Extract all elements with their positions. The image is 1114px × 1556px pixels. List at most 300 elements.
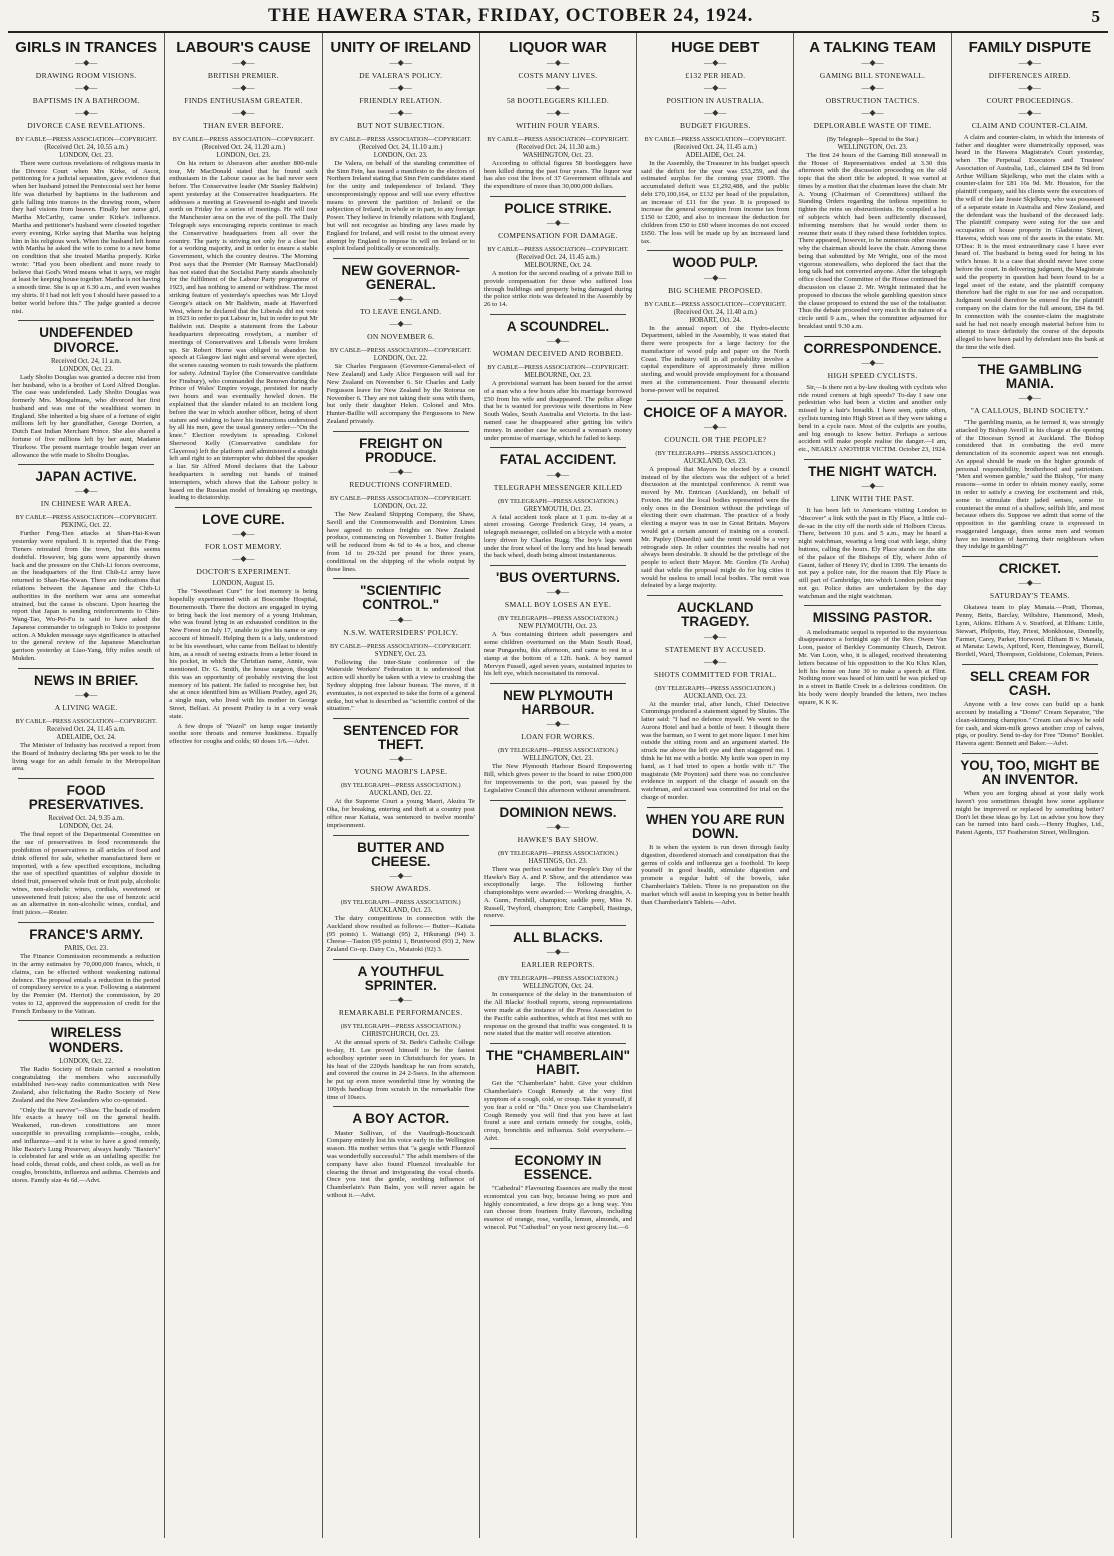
article — [169, 723, 317, 746]
article — [956, 40, 1104, 352]
ornament-dash: —◆— — [1018, 392, 1041, 402]
article-headline: SENTENCED FOR THEFT. — [342, 723, 459, 753]
ornament-dash: —◆— — [861, 357, 884, 367]
article-byline: BY CABLE—PRESS ASSOCIATION—COPYRIGHT. — [487, 246, 629, 254]
ornament-dash: —◆— — [389, 57, 412, 67]
article-headline: CHOICE OF A MAYOR. — [643, 404, 788, 420]
article-subheading: TELEGRAPH MESSENGER KILLED — [493, 482, 623, 492]
ornament-dash: —◆— — [704, 631, 727, 641]
article — [12, 668, 160, 773]
article-received-time: (Received Oct. 24, 11.40 a.m.) — [673, 308, 757, 316]
article-headline: A BOY ACTOR. — [352, 1111, 450, 1127]
article — [484, 314, 632, 442]
article-body: A few drops of "Nazol" on lump sugar instantly soothe sore throats and remove huskiness. Equally effective for coughs and colds; 60 doses 1/6.—Advt. — [169, 722, 318, 746]
article — [327, 431, 475, 574]
article-headline: MISSING PASTOR. — [812, 610, 933, 626]
article-divider — [804, 336, 940, 337]
article-dateline: LONDON, Oct. 22. — [59, 1057, 114, 1065]
article-byline: BY CABLE—PRESS ASSOCIATION—COPYRIGHT. — [329, 347, 472, 355]
article-dateline: LONDON, August 15. — [212, 580, 275, 588]
ornament-dash: —◆— — [232, 554, 255, 564]
article-byline: (BY TELEGRAPH—PRESS ASSOCIATION.) — [498, 497, 618, 505]
article-headline: SELL CREAM FOR CASH. — [969, 668, 1090, 699]
article-subheading: COURT PROCEEDINGS. — [986, 95, 1074, 105]
article-body: Sir,—Is there not a by-law dealing with cyclists who ride round corners at high speeds? To-day I saw one pedestrian who had been a victim and another only missed by a hair's breadth. I have seen, quite often, cyclists turning into High Street as if they were taking a bend in a cycle race. Most of the culprits are youths, and big enough to know better. Perhaps a serious accident will make people realise the danger.—I am, etc., NEARLY ANOTHER VICTIM. October 23, 1924. — [798, 383, 947, 454]
ornament-dash: —◆— — [546, 218, 570, 228]
article-subheading: DEPLORABLE WASTE OF TIME. — [813, 120, 932, 130]
column-6 — [794, 33, 951, 1538]
article — [798, 40, 946, 331]
article-divider — [490, 314, 626, 315]
ornament-dash: —◆— — [232, 529, 255, 539]
article-subheading: IN CHINESE WAR AREA. — [40, 499, 132, 509]
ornament-dash: —◆— — [546, 821, 570, 831]
article-divider — [647, 595, 783, 596]
article-subheading: EARLIER REPORTS. — [521, 960, 595, 970]
ornament-dash: —◆— — [389, 319, 412, 329]
article-body: De Valera, on behalf of the standing committee of the Sinn Fein, has issued a manifesto to the electors of Northern Ireland stating that Sinn Fein candidates stand for the unity and independence of Ireland. They uncompromisingly oppose and will use every effective means to prevent the partition of Ireland or the subjection of Ireland, in whole or in part, to any foreign Power. They believe in friendly relations with England, but will not recognise as binding any laws made by England for Ireland, and will resist to the utmost every attempt by England to impose its will on Ireland or to exploit Ireland politically or economically. — [326, 159, 475, 253]
article — [12, 1020, 160, 1104]
article-subheading: SHOTS COMMITTED FOR TRIAL. — [654, 669, 777, 679]
article-subheading: THAN EVER BEFORE. — [203, 120, 284, 130]
article-received-time: (Received Oct. 24, 10.55 a.m.) — [44, 143, 128, 151]
article-headline: "SCIENTIFIC CONTROL." — [360, 583, 442, 613]
article — [798, 459, 946, 601]
article-dateline: MELBOURNE, Oct. 23. — [524, 372, 592, 380]
ornament-dash: —◆— — [1018, 578, 1041, 588]
article-received-time: (Received Oct. 24, 11.10 a.m.) — [359, 143, 443, 151]
ornament-dash: —◆— — [546, 107, 570, 117]
article — [798, 605, 946, 706]
article-subheading: BIG SCHEME PROPOSED. — [668, 285, 763, 295]
article — [956, 556, 1104, 659]
ornament-dash: —◆— — [389, 614, 412, 624]
article-divider — [175, 507, 311, 508]
article-body: A motion for the second reading of a private Bill to provide compensation for those who suffered loss through buildings and property being damaged during the police strike riots was defeated in the Assembly by 26 to 14. — [483, 270, 633, 309]
article-headline: ALL BLACKS. — [513, 930, 603, 946]
article-body: It is when the system is run down through faulty digestion, disordered stomach and constipation that the germs of colds and influenza get a foothold. To keep yourself in good health, stimulate digestion and promote a regular habit of the bowels, take Chamberlain's Tablets. Three is no preparation on the market which will assist in keeping you in better health than Chamberlain's Tablets.—Advt. — [641, 844, 790, 906]
ornament-dash: —◆— — [232, 82, 255, 92]
article-body: A provisional warrant has been issued for the arrest of a man who a few hours after his marriage borrowed £50 from his wife and disappeared. The police allege that he is wanted for previous wife desertions in New South Wales, South Australia and Victoria. In the last-named case he disappeared after getting his wife's money. In another case he secured a woman's money under promise of marriage, which he failed to keep. — [483, 380, 633, 442]
article-subheading: N.S.W. WATERSIDERS' POLICY. — [343, 627, 459, 637]
article-divider — [333, 258, 469, 259]
article-headline: A TALKING TEAM — [809, 39, 936, 56]
article-dateline: WELLINGTON, Oct. 23. — [523, 755, 593, 763]
article-dateline: LONDON, Oct. 23. — [216, 151, 271, 159]
article-byline: BY CABLE—PRESS ASSOCIATION—COPYRIGHT. — [644, 300, 787, 308]
article-byline: BY CABLE—PRESS ASSOCIATION—COPYRIGHT. — [329, 135, 472, 143]
article — [12, 464, 160, 662]
article-headline: POLICE STRIKE. — [504, 200, 612, 216]
article-dateline: CHRISTCHURCH, Oct. 23. — [361, 1031, 440, 1039]
article-headline: NEW PLYMOUTH HARBOUR. — [503, 688, 613, 718]
article-headline: YOU, TOO, MIGHT BE AN INVENTOR. — [960, 757, 1100, 788]
article-byline: (BY TELEGRAPH—PRESS ASSOCIATION.) — [498, 849, 618, 857]
article-body: A melodramatic sequel is reported to the mysterious disappearance a fortnight ago of the Rev. Owen Van Loon, pastor of Berkley Community Church, Detroit. Mr. Van Loon, who, it is alleged, received threatening letters because of his opposition to the Ku Klux Klan, left his home on June 30 to make a speech at Flint. Nothing more was heard of him until he was picked up in a street in Battle Creek in a delirious condition. On his body were deeply branded the letters, two inches square, K K K. — [798, 628, 947, 706]
article-subheading: WOMAN DECEIVED AND ROBBED. — [492, 349, 624, 359]
article-dateline: NEW PLYMOUTH, Oct. 23. — [518, 623, 598, 631]
article-subheading: DOCTOR'S EXPERIMENT. — [196, 567, 291, 577]
article — [484, 565, 632, 678]
article-subheading: HIGH SPEED CYCLISTS. — [827, 370, 918, 380]
article-subheading: COMPENSATION FOR DAMAGE. — [498, 231, 618, 241]
article — [327, 959, 475, 1102]
article-received-time: (Received Oct. 24, 11.45 a.m.) — [673, 143, 757, 151]
ornament-dash: —◆— — [546, 719, 570, 729]
article-dateline: WASHINGTON, Oct. 23. — [522, 151, 594, 159]
article-body: "Cathedral" Flavouring Essences are really the most economical you can buy, because being so pure and highly concentrated, a few drops go a long way. You can choose from fourteen fruity flavours, including essence of orange, rose, vanilla, lemon, almonds, and winecol. Put "Cathedral" on your next grocery list.—6 — [483, 1185, 633, 1231]
ornament-dash: —◆— — [704, 82, 727, 92]
column-container — [8, 33, 1108, 1538]
article-body: Okaiawa team to play Manaia.—Pratt, Thomas, Penny, Betts, Barclay, Wiltshire, Hammond, Mesh, Lynn, Atkins. Eltham A v. Stratford, at Eltham: Little, Stewart, Philpotts, Hay, Priest, Monkhouse, Donnelly, Farmer, Carey, Parker, Horwood. Eltham B v. Manaia, at Manaia: Lewis, Aptford, Kerr, Hemingway, Burrell, Bordeil, Ward, Thompson, Goldstone, Coleman, Peters. — [955, 604, 1104, 659]
article — [484, 447, 632, 560]
article-headline: UNITY OF IRELAND — [330, 39, 471, 56]
ornament-dash: —◆— — [75, 82, 98, 92]
article-headline: BUTTER AND CHEESE. — [357, 839, 445, 869]
ornament-dash: —◆— — [232, 107, 255, 117]
ornament-dash: —◆— — [861, 57, 884, 67]
article-subheading: REMARKABLE PERFORMANCES. — [338, 1008, 463, 1018]
article-divider — [333, 431, 469, 432]
article-body: A proposal that Mayors be elected by a council instead of by the electors was the subject of a brief discussion at the municipal conference. A remit was moved by Mr. Entrican (Auckland), on behalf of Foxton. He and the local bodies represented were the only ones in the Dominion without the privilege of electing their own chairman. The practice of a body electing a mayor was in use in Great Britain. Mayors would get a certain amount of training on a council. Mr. Papley (Dunedin) said the remit would be a very retrograde step. In other countries the results had not always been desirable. It should be the privilege of the people to select their Mayor. Mr. Gordon (Te Aroha) said that while the proposal might do for big cities it would be useless to small local bodies. The remit was defeated by a large majority. — [641, 465, 790, 590]
article-headline: WIRELESS WONDERS. — [49, 1025, 124, 1055]
article — [484, 925, 632, 1038]
article-body: There was perfect weather for People's Day of the Hawke's Bay A. and P. Show, and the attendance was exceptionally large. The following further championships were awarded:— Working draughts, A. A. Gunn, Fernhill, champion; saddle pony, Miss N. Russell, Twyford, champion; Eric Campbell, Hastings, reserve. — [483, 865, 633, 920]
article-body: It has been left to Americans visiting London to "discover" a link with the past in Ely Place, a little cul-de-sac in the city off the north side of Holborn Circus. There, between 10 p.m. and 5 a.m., may be heard a night watchman, wearing a long coat with large, shiny buttons, calling the hours. Ely Place stands on the site of the palace of the Bishops of Ely, where John of Gaunt, father of Henry IV, died in 1399. The tenants do not pay a police rate, for the reason that Ely Place is still part of Cambridge, into which London police may not go. Police duties are undertaken by the day watchman and the night watchman. — [798, 507, 947, 600]
ornament-dash: —◆— — [389, 467, 412, 477]
ornament-dash: —◆— — [389, 294, 412, 304]
ornament-dash: —◆— — [546, 947, 570, 957]
article-headline: THE "CHAMBERLAIN" HABIT. — [485, 1048, 630, 1078]
article-divider — [18, 778, 154, 779]
article-body: There were curious revelations of religious mania in the Divorce Court when Mrs Kirke, of Ascot, petitioning for a judicial separation, gave evidence that when her husband joined the Pentecostal sect her home life was disturbed by baptisms in the bathroom and girls falling into trances in the drawing room, where they had visions from heaven. Finally her nurse girl, Martha McCarthy, came under Kirke's influence. Martha and petitioner's husband were closeted together every evening, Kirke saying that Martha was helping him in his religious work. When the husband left home with Martha he asked the wife to come to a new home on condition that she treated Martha properly. Kirke wrote: "Had you been obedient and more ready to believe that God's Word means what it says, we might at least be keeping house together. Martha is not having a smooth time. She is up at 6.30 a.m., and even washes my shirts. If I had not left you I should have passed to a better world before this." The judge granted a decree nisi. — [12, 159, 161, 315]
article-dateline: GREYMOUTH, Oct. 23. — [523, 505, 593, 513]
article-subheading: BAPTISMS IN A BATHROOM. — [32, 95, 140, 105]
article-dateline: LONDON, Oct. 23. — [59, 365, 114, 373]
article-headline: HUGE DEBT — [671, 39, 760, 56]
masthead — [8, 5, 1108, 33]
column-3 — [323, 33, 480, 1538]
article-dateline: LONDON, Oct. 22. — [373, 355, 428, 363]
article-headline: CORRESPONDENCE. — [803, 340, 942, 356]
article-headline: JAPAN ACTIVE. — [35, 469, 137, 485]
article-body: Sir Charles Fergusson (Governor-General-elect of New Zealand) and Lady Alice Fergusson will sail for New Zealand on November 6. Sir Charles and Lady Fergusson leave for New Zealand by the Rotorua on November 6. They are not taking their sons with them, but only their daughter Helen. Colonel and Mrs. Hunter-Baillie will accompany the Fergussons to New Zealand privately. — [326, 363, 475, 425]
ornament-dash: —◆— — [546, 57, 570, 67]
article-subheading: GAMING BILL STONEWALL. — [819, 70, 926, 80]
article-body: Following the inter-State conference of the Waterside Workers' Federation it is understood that action will shortly be taken with a view to crushing the Sydney shipping free labour bureau. The move, if it eventuates, is not expected to take the form of a general strike, but what is described as "scientific control of the situation." — [326, 658, 475, 713]
ornament-dash: —◆— — [546, 587, 570, 597]
column-7 — [952, 33, 1108, 1538]
article-byline: BY CABLE—PRESS ASSOCIATION—COPYRIGHT. — [15, 514, 157, 522]
article-body: On his return to Aberavon after another 800-mile tour, Mr MacDonald stated that he found such enthusiasm in the Labour cause as he had never seen before. The Conservative leader (Mr Stanley Baldwin) spent yesterday at the Conservative headquarters. He addresses a meeting at Gravesend to-night and travels north on Friday for a series of meetings. He will tour the Manchester area on the eve of the poll. The Daily Telegraph says encouraging reports continue to reach the Conservative headquarters from all over the country. The party is striving not only for a clear but for a working majority, and in order to ensure a stable Government, which the country desires. The Morning Post says that the Premier (Mr Ramsay MacDonald) has not stated that the Socialist Party stands absolutely for the fulfilment of the Labour Party programme of 1923, and has nothing to amend or withdraw. The most striking feature of yesterday's speeches was Mr Lloyd George's attack on Mr Baldwin, made at Haverford West, where he declared that the Liberals did not vote in 1923 in order to put Labour in, but in order to put Mr Baldwin out. Despite a statement from the Labour headquarters deprecating rowdyism, a number of meetings of Conservatives and Liberals were broken up. Sir Robert Horne was obliged to abandon his speech at Glasgow last night and several were ejected, the scenes causing women to rush towards the platform for safety. Admiral Taylor (the Conservative candidate for Finsbury), who commanded the Renown during the Prince of Wales' Empire voyage, persisted for nearly two hours and was eventually howled down. He explained that the slander related to an incident long before the war in which another officer, being of short stature and wishing to have his instructions understood by all his men, gave the usual gunnery order—"On the knee." Election rowdyism is spreading. Colonel Sherwood Kelly (Conservative candidate for Clayeross) left the platform and administered a straight left and right to an interrupter who dubbed the speaker a liar. Sir Alfred Mond declares that the Labour headquarters is sending out bands of trained interrupters, which shows that the Labour policy is based on the Russian model of breaking up meetings, leading to dictatorship. — [169, 159, 318, 502]
article-received-time: (Received Oct. 24, 11.30 a.m.) — [516, 143, 600, 151]
article-headline: DOMINION NEWS. — [499, 804, 617, 820]
article-body: At the murder trial, after lunch, Chief Detective Cummings produced a statement signed by Shutes. The latter said: "I had no defence myself. We went to the Aurora Hotel and had a bottle of beer. I thought there was the barman, so I went to get more liquor. I met him outside the sitting room and an argument started. He struck me above the left eye and then staggered me. I think he hit me with a bottle. My knife was open in my hand, as I had tried to open a bottle with it." The magistrate (Mr Poynton) said there was no conclusive evidence in support of the charge of assault on the watchman, and accused was committed for trial on the charge of murder. — [641, 700, 790, 801]
article-divider — [490, 565, 626, 566]
article-byline: BY CABLE—PRESS ASSOCIATION—COPYRIGHT. — [329, 495, 472, 503]
article-dateline: HASTINGS, Oct. 23. — [528, 857, 588, 865]
article-subheading: ON NOVEMBER 6. — [367, 332, 435, 342]
article-headline: FREIGHT ON PRODUCE. — [359, 435, 443, 465]
article-headline: LABOUR'S CAUSE — [176, 39, 311, 56]
ornament-dash: —◆— — [75, 107, 98, 117]
article-subheading: FINDS ENTHUSIASM GREATER. — [184, 95, 303, 105]
article-divider — [804, 459, 940, 460]
page-number: 5 — [1091, 7, 1100, 26]
column-1 — [8, 33, 165, 1538]
article-subheading: A LIVING WAGE. — [54, 702, 118, 712]
ornament-dash: —◆— — [546, 82, 570, 92]
ornament-dash: —◆— — [389, 995, 412, 1005]
article-byline: (BY TELEGRAPH—PRESS ASSOCIATION.) — [340, 1023, 461, 1031]
article-divider — [333, 578, 469, 579]
article-divider — [490, 1148, 626, 1149]
article-dateline: AUCKLAND, Oct. 22. — [369, 790, 433, 798]
article-divider — [962, 556, 1098, 557]
article-byline: (BY TELEGRAPH—PRESS ASSOCIATION.) — [340, 782, 461, 790]
article-subheading: DE VALERA'S POLICY. — [359, 70, 443, 80]
article-body: The dairy competitions in connection with the Auckland show resulted as follows:— Butter—Kaitaia (95 points) 1. Waitangi (95) 2, Hikurangi (94) 3. Cheese—Taston (95 points) 1, Bruntwood (93) 2, New Zealand Co-op. Dairy Co., Matatoki (92) 3. — [326, 914, 475, 954]
ornament-dash: —◆— — [704, 272, 727, 282]
ornament-dash: —◆— — [389, 107, 412, 117]
article — [12, 922, 160, 1015]
article-body: The Finance Commission recommends a reduction in the army estimates by 70,000,000 francs, which, it claims, can be effected without weakening national defence. The proposal entails a reduction in the period of compulsory service to a year. Following a statement by the Premier (M. Herriot) the commission, by 20 votes to 12, approved the suppression of credit for the French Embassy to the Vatican. — [12, 953, 161, 1015]
article-headline: GIRLS IN TRANCES — [15, 39, 157, 56]
article-dateline: LONDON, Oct. 24. — [59, 823, 114, 831]
masthead-title: THE HAWERA STAR, FRIDAY, OCTOBER 24, 1924. — [268, 5, 754, 26]
article-byline: BY CABLE—PRESS ASSOCIATION—COPYRIGHT. — [487, 364, 629, 372]
article-divider — [962, 664, 1098, 665]
article-divider — [490, 925, 626, 926]
article-divider — [333, 835, 469, 836]
article-divider — [647, 400, 783, 401]
article-body: The first 24 hours of the Gaming Bill stonewall in the House of Representatives ended at 3.30 this afternoon with the discussion proceeding on the old topic that the short title be adopted. It was varied at times by a motion that the chairman leave the chair. Mr A. Young (Chairman of Committees) utilised the Standing Orders regarding the tedious repetition to tighten the reins on obstructionists. He compiled a list of subjects which had been sufficiently discussed, informing members that he would order them to resume their seats if they raised these forbidden topics. There appeared, however, to be numerous other reasons why the chairman should leave the chair. Among these being that submitted by Mr Wright, one of the most vigorous stonewallers, who deplored the fact that the long talk had not converted anyone. After the telegraph office closed the Committee of the House continued the discussion on clause 2. Mr. Wright intimated that he proposed to discuss the whole gambling question since the clause proposed to extend the use of the totalisator. Thus the debate proceeded very much in the nature of a circle until 9 a.m., when the committee adjourned for breakfast until 9.30 a.m. — [798, 151, 947, 330]
article — [484, 683, 632, 794]
article-headline: A SCOUNDREL. — [506, 318, 610, 334]
article-subheading: SATURDAY'S TEAMS. — [989, 591, 1070, 601]
article-subheading: SHOW AWARDS. — [370, 883, 432, 893]
article-dateline: PEKING, Oct. 22. — [61, 522, 112, 530]
column-5 — [637, 33, 794, 1538]
article-body: In consequence of the delay in the transmission of the All Blacks' football reports, strong representations were made at the instance of the Press Association to the Pacific cable authorities, which at first met with no response on the ground that traffic was congested. It is now stated that the matter will receive attention. — [483, 991, 633, 1038]
article-headline: LIQUOR WAR — [509, 39, 607, 56]
article-received-time: Received Oct. 24, 9.35 a.m. — [48, 815, 124, 823]
article-byline: (BY TELEGRAPH—PRESS ASSOCIATION.) — [498, 615, 618, 623]
ornament-dash: —◆— — [546, 469, 570, 479]
article-subheading: BUT NOT SUBJECTION. — [356, 120, 445, 130]
article — [641, 595, 789, 802]
article-headline: CRICKET. — [998, 561, 1061, 577]
article-headline: ECONOMY IN ESSENCE. — [514, 1152, 602, 1182]
article-dateline: AUCKLAND, Oct. 23. — [369, 906, 433, 914]
article-divider — [333, 959, 469, 960]
article-subheading: DRAWING ROOM VISIONS. — [35, 70, 137, 80]
article-body: In the annual report of the Hydro-electric Department, tabled in the Assembly, it was stated that there were prospects for a large factory for the manufacture of wood pulp and paper on the North Coast. The industry will in all probability involve a capital expenditure of approximately three million sterling, and would provide employment for a thousand men at the commencement. Four thousand electric horse-power will be required. — [641, 324, 790, 394]
article-body: According to official figures 58 bootleggers have been killed during the past four years. The liquor war has also cost the lives of 37 Government officials and the expenditure of more than 30,000,000 dollars. — [483, 159, 633, 191]
article-subheading: OBSTRUCTION TACTICS. — [825, 95, 920, 105]
article-body: The "Sweetheart Cure" for lost memory is being hopefully experimented with at Boscombe Hospital, Bournemouth. There the doctors are engaged in trying to bring back the lost memory of a young Irishman, who was found lying in an exhausted condition in the New Forest on July 17, unable to give his name or any account of himself. Helping them is a lady, understood to be his sweetheart, who came from Belfast to identify him, as a result of seeing extracts from a letter found in his pocket, in which the Christian name, Annie, was mentioned. Dr. G. Smith, the house surgeon, thought this was an opportunity of probably reviving the lost memory of his patient. He failed to recognise her, but she at once identified him as William Pratley, aged 26, a single man, who lived with his mother in George Street, Belfast. At present Pratley is in a very weak state. — [169, 588, 318, 720]
article-body: Lady Sholto Douglas was granted a decree nisi from her husband, who is a brother of Lord Alfred Douglas. The case was undefended. Lady Sholto Douglas was formerly Mrs. Mosgulmans, who divorced her first husband and was one of the wealthiest women in England. She inherited a big share of a fortune of eight millions left by her grandfather, George Dorrien, a Dutch East Indian Merchant Prince. She also shared a fortune of five millions left by her aunt, Madame Thurkow. The present marriage trouble began over an allowance the wife made to Sholto Douglas. — [12, 373, 161, 459]
article-divider — [18, 464, 154, 465]
ornament-dash: —◆— — [1018, 82, 1041, 92]
article-headline: LOVE CURE. — [202, 512, 285, 528]
article-subheading: WITHIN FOUR YEARS. — [516, 120, 600, 130]
article-subheading: DIVORCE CASE REVELATIONS. — [27, 120, 146, 130]
article-subheading: "A CALLOUS, BLIND SOCIETY." — [970, 405, 1089, 415]
article — [327, 835, 475, 954]
article — [484, 1148, 632, 1232]
article-headline: WHEN YOU ARE RUN DOWN. — [645, 811, 785, 841]
article-headline: AUCKLAND TRAGEDY. — [677, 600, 754, 630]
article-subheading: REDUCTIONS CONFIRMED. — [349, 480, 453, 490]
article-body: "Only the fit survive"—Shaw. The bustle of modern life exacts a heavy toll on the general health. Weakened, run-down constitutions are more susceptible to prevailing complaints—coughs, colds, and influenza—and it is wise to have a good remedy, like Baxter's Lung Preserver, always handy. "Baxter's" is celebrated far and wide as an unfailing specific for head colds, throat colds, and chest colds, as well as for coughs, bronchitis, influenza and asthma. Chemists and stores. Family size 4s 6d.—Advt. — [12, 1106, 161, 1184]
article-headline: WOOD PULP. — [672, 255, 758, 271]
article-received-time: Received Oct. 24, 11 a.m. — [50, 357, 122, 365]
article-body: The final report of the Departmental Committee on the use of preservatives in food recommends the prohibition of preservatives in all articles of food and drink offered for sale, whether manufactured here or imported, with a few specified exceptions, including the use of specified quantities of sulphur dioxide in dried fruit, preserved whole fruit or fruit pulp, alcoholic wines, non-alcoholic wines, cordials, sweetened or unsweetened fruit juices; also the use of benzoic acid as an alternative in non-alcoholic wines, cordial, and fruit juices.—Reuter. — [12, 831, 161, 917]
article-divider — [804, 605, 940, 606]
article-divider — [18, 668, 154, 669]
article — [956, 664, 1104, 748]
article-byline: (BY TELEGRAPH—PRESS ASSOCIATION.) — [655, 449, 776, 457]
article-byline: (BY TELEGRAPH—PRESS ASSOCIATION.) — [655, 684, 776, 692]
article-subheading: POSITION IN AUSTRALIA. — [666, 95, 765, 105]
article-body: A 'bus containing thirteen adult passengers and some children overturned on the Main South Road, near Pungarehu, this afternoon, and came to rest in a stamp at the bottom of a 12ft. bank. A boy named Mervyn Fussell, aged seven years, sustained injuries to his left eye, which necessitated its removal. — [483, 631, 633, 678]
article-subheading: COSTS MANY LIVES. — [518, 70, 598, 80]
ornament-dash: —◆— — [1018, 107, 1041, 117]
article — [327, 578, 475, 713]
ornament-dash: —◆— — [704, 421, 727, 431]
article — [484, 40, 632, 191]
article-subheading: BRITISH PREMIER. — [207, 70, 279, 80]
article-received-time: (Received Oct. 24, 11.45 a.m.) — [516, 254, 600, 262]
article-byline: BY CABLE—PRESS ASSOCIATION—COPYRIGHT. — [15, 135, 157, 143]
article-dateline: MELBOURNE, Oct. 24. — [524, 262, 592, 270]
article-byline: BY CABLE—PRESS ASSOCIATION—COPYRIGHT. — [329, 642, 472, 650]
article-body: At the Supreme Court a young Maori, Akuira Te Oka, for breaking, entering and theft at a country post office near Kaitaia, was sentenced to twelve months' imprisonment. — [326, 798, 475, 829]
article-subheading: HAWKE'S BAY SHOW. — [517, 834, 599, 844]
article-dateline: SYDNEY, Oct. 23. — [374, 650, 427, 658]
article-body: The New Zealand Shipping Company, the Shaw, Savill and the Commonwealth and Dominion Lines have agreed to reduce freights on New Zealand produce, commencing on November 1. Butter freights will be reduced from 4s 6d to 4s a box, and cheese from 1d to 29-32d per pound for three years, conditional on the shipping of the whole output by those lines. — [326, 511, 475, 573]
article-subheading: BUDGET FIGURES. — [679, 120, 751, 130]
ornament-dash: —◆— — [1018, 57, 1041, 67]
article — [484, 196, 632, 309]
ornament-dash: —◆— — [704, 107, 727, 117]
article-subheading: SMALL BOY LOSES AN EYE. — [504, 600, 612, 610]
article — [12, 778, 160, 917]
ornament-dash: —◆— — [861, 82, 884, 92]
article — [12, 320, 160, 459]
article-divider — [490, 447, 626, 448]
ornament-dash: —◆— — [861, 481, 884, 491]
article-headline: THE GAMBLING MANIA. — [977, 361, 1082, 391]
article-headline: 'BUS OVERTURNS. — [495, 570, 620, 586]
newspaper-page — [8, 5, 1108, 1546]
article — [641, 807, 789, 907]
article-dateline: AUCKLAND, Oct. 23. — [683, 692, 747, 700]
article — [12, 1107, 160, 1185]
article-dateline: WELLINGTON, Oct. 24. — [523, 983, 593, 991]
ornament-dash: —◆— — [704, 656, 727, 666]
article-headline: NEW GOVERNOR-GENERAL. — [341, 263, 460, 293]
article — [641, 400, 789, 591]
article-headline: FOOD PRESERVATIVES. — [28, 783, 144, 813]
article-body: "The gambling mania, as he termed it, was strongly attacked by Bishop Averill in his charge at the opening of the Diocesan Synod at Auckland. The Bishop considered that in combating the evil mere denunciation of its economic aspect was not enough. An appeal should be made on the higher grounds of personal responsibility, brotherhood and patriotism. "Men and women gamble," said the Bishop, "for many reasons—some in order to obtain money easily, some in order to satisfy a craving for excitement and risk, some to stimulate their jaded senses, some to counteract the ennui of a shallow, selfish life, and most because others do. Suppose we admit that some of the opposition to the gambling craze is expressed in exaggerated language, does some men and women have no intention of harming their neighbours when they indulge in gambling?" — [955, 418, 1104, 551]
article-body: The Minister of Industry has received a report from the Board of Industry declaring 98s per week to be the living wage for an adult female in the Metropolitan area. — [12, 741, 161, 773]
article-divider — [490, 683, 626, 684]
article — [169, 40, 317, 502]
ornament-dash: —◆— — [389, 82, 412, 92]
article-divider — [18, 922, 154, 923]
article-body: At the annual sports of St. Bede's Catholic College to-day, H. Lee proved himself to be the fastest schoolboy sprinter seen in Christchurch for years. In his heat of the 220yds handicap he ran from scratch, and covered the course in 24 2-5secs. In the afternoon he put up even more wonderful time by winning the 100yds handicap from scratch in the remarkable fine time of 10secs. — [326, 1039, 475, 1101]
article-byline: (BY TELEGRAPH—PRESS ASSOCIATION.) — [498, 975, 618, 983]
article-body: Anyone with a few cows can build up a bank account by installing a "Domo" Cream Separator, "the clean-skimming champion." Cream can always be sold for cash, and skim-milk grows another crop of calves, pigs, or poultry. Send to-day for Free "Domo" Booklet. Hawera agent: Bennett and Baker.—Advt. — [955, 701, 1104, 748]
article — [12, 40, 160, 315]
article-body: In the Assembly, the Treasurer in his budget speech said the deficit for the year was £53,259, and the estimated surplus for the coming year £9089. The accumulated deficit was £1,292,488, and the public debt £70,100,164, or £132 per head of the population, an increase of £11 for the year. It is proposed to increase the general exemption from income tax from £150 to £200, and also to increase the deduction for children from £50 to £60 where incomes do not exceed £650. The loss will be made up by an increased land tax. — [641, 159, 790, 245]
article-dateline: PARIS, Oct. 23. — [64, 945, 109, 953]
article-byline: (BY TELEGRAPH—PRESS ASSOCIATION.) — [340, 898, 461, 906]
article-body: A claim and counter-claim, in which the interests of father and daughter were diametrically opposed, was heard in the Hawera Magistrate's Court yesterday, when The Perpetual Executors and Trustees' Association of Australia, Ltd., claimed £84 8s 9d from Arthur William Skjelkrup, who met the claim with a counter-claim for £81 16s 9d. Mr. Houston, for the plaintiff company, said his clients were the executors of the will of the late Jessie Skjelkrup, who was possessed of a separate estate in Australia and New Zealand, and the defendant was the husband of the deceased lady. The plaintiff company were suing for the use and occupation of house property in Gladstone Street, Hawera, which was one of the assets in the estate. Mr. O'Dea: It is the most extraordinary case I have ever heard of. The husband is being sued for being in his wife's house. It is a case that should never have come before the court. In delivering judgment, the Magistrate said the property in question had been found to be a legal asset of the estate, and the plaintiff company therefore had the right to sue for use and occupation. Judgment would therefore be entered for the plaintiff company on the claim for the full amount, £84 8s 9d. In connection with the counter-claim the magistrate said he had not nearly enough material before him to attempt to trace definitely the course of the deposits alleged to have been paid by defendant into the bank at the time the wife died. — [955, 133, 1104, 351]
article — [798, 336, 946, 454]
article — [641, 40, 789, 245]
article-divider — [18, 320, 154, 321]
article — [484, 1043, 632, 1143]
ornament-dash: —◆— — [75, 689, 98, 699]
ornament-dash: —◆— — [75, 57, 98, 67]
article — [327, 258, 475, 426]
article-dateline: AUCKLAND, Oct. 23. — [683, 457, 747, 465]
article-subheading: COUNCIL OR THE PEOPLE? — [664, 434, 767, 444]
article — [641, 250, 789, 394]
article-divider — [333, 718, 469, 719]
ornament-dash: —◆— — [232, 57, 255, 67]
article — [327, 1106, 475, 1199]
article — [327, 718, 475, 829]
ornament-dash: —◆— — [704, 57, 727, 67]
article-divider — [490, 800, 626, 801]
article — [169, 507, 317, 720]
article — [956, 753, 1104, 837]
article-divider — [647, 250, 783, 251]
ornament-dash: —◆— — [75, 486, 98, 496]
article-received-time: Received Oct. 24, 11.45 a.m. — [46, 725, 126, 733]
article-subheading: TO LEAVE ENGLAND. — [360, 307, 442, 317]
article-subheading: 58 BOOTLEGGERS KILLED. — [506, 95, 610, 105]
article-divider — [962, 753, 1098, 754]
article — [327, 40, 475, 253]
article-dateline: HOBART, Oct. 24. — [689, 316, 742, 324]
article-byline: BY CABLE—PRESS ASSOCIATION—COPYRIGHT. — [644, 135, 787, 143]
article-divider — [647, 807, 783, 808]
article-subheading: STATEMENT BY ACCUSED. — [664, 644, 766, 654]
article-subheading: LOAN FOR WORKS. — [521, 732, 595, 742]
article-headline: NEWS IN BRIEF. — [34, 672, 139, 688]
article-divider — [490, 196, 626, 197]
article-body: Further Feng-Tien attacks at Shan-Hai-Kwan yesterday were repulsed. It is reported that the Feng-Tieners retreated from the town, but this seems doubtful. However, big guns were apparently drawn back and the pressure on the Chih-Li forces overcome, as the headquarters of the first Chih-Li army have returned to Shan-Hai-Kwan. There are indications that relations between the Japanese and the Chih-Li authorities in the northern war area are somewhat strained, but the cause is obscure. Upon hearing the report that Japan is sending reinforcements to Chin-Wang-Tao, Wu-Pei-Fu is said to have asked the Japanese commander to telegraph to Tokio to postpone action. A Mukden message says significance is attached to the general review of the Japanese Manchurian garrison yesterday at Liao-Yang, fifty miles south of Mukden. — [12, 530, 161, 662]
article-subheading: FOR LOST MEMORY. — [204, 542, 282, 552]
article-byline: (By Telegraph—Special to the Star.) — [826, 135, 919, 143]
article-body: The Radio Society of Britain carried a resolution congratulating the members who successfully established two-way radio communication with New Zealand, also felicitating the Radio Society of New Zealand and the New Zealanders who co-operated. — [12, 1065, 161, 1104]
article-body: Get the "Chamberlain" habit. Give your children Chamberlain's Cough Remedy at the very first symptom of a cough, cold, or croup. Take it yourself, if you fear a cold or "flu." Once you use Chamberlain's Cough Remedy you will find that you have at last found a sure and certain remedy for coughs, colds, croup, bronchitis and influenza. Sold everywhere.—Advt. — [483, 1080, 633, 1142]
article-dateline: LONDON, Oct. 23. — [373, 151, 428, 159]
article-dateline: ADELAIDE, Oct. 24. — [685, 151, 745, 159]
article-body: The New Plymouth Harbour Board Empowering Bill, which gives power to the board to raise £900,000 for improvements to the port, was passed by the Legislative Council this afternoon without amendment. — [483, 763, 633, 794]
article-byline: BY CABLE—PRESS ASSOCIATION—COPYRIGHT. — [487, 135, 629, 143]
article-body: When you are forging ahead at your daily work haven't you sometimes thought how some appliance might be improved or replaced by something better? Don't let these ideas go by. Let us advise you how they can be turned into hard cash.—Henry Hughes, Ltd., Patent Agents, 157 Featherston Street, Wellington. — [955, 790, 1104, 837]
column-4 — [480, 33, 637, 1538]
article-subheading: £132 PER HEAD. — [685, 70, 746, 80]
article-divider — [490, 1043, 626, 1044]
article-divider — [18, 1020, 154, 1021]
